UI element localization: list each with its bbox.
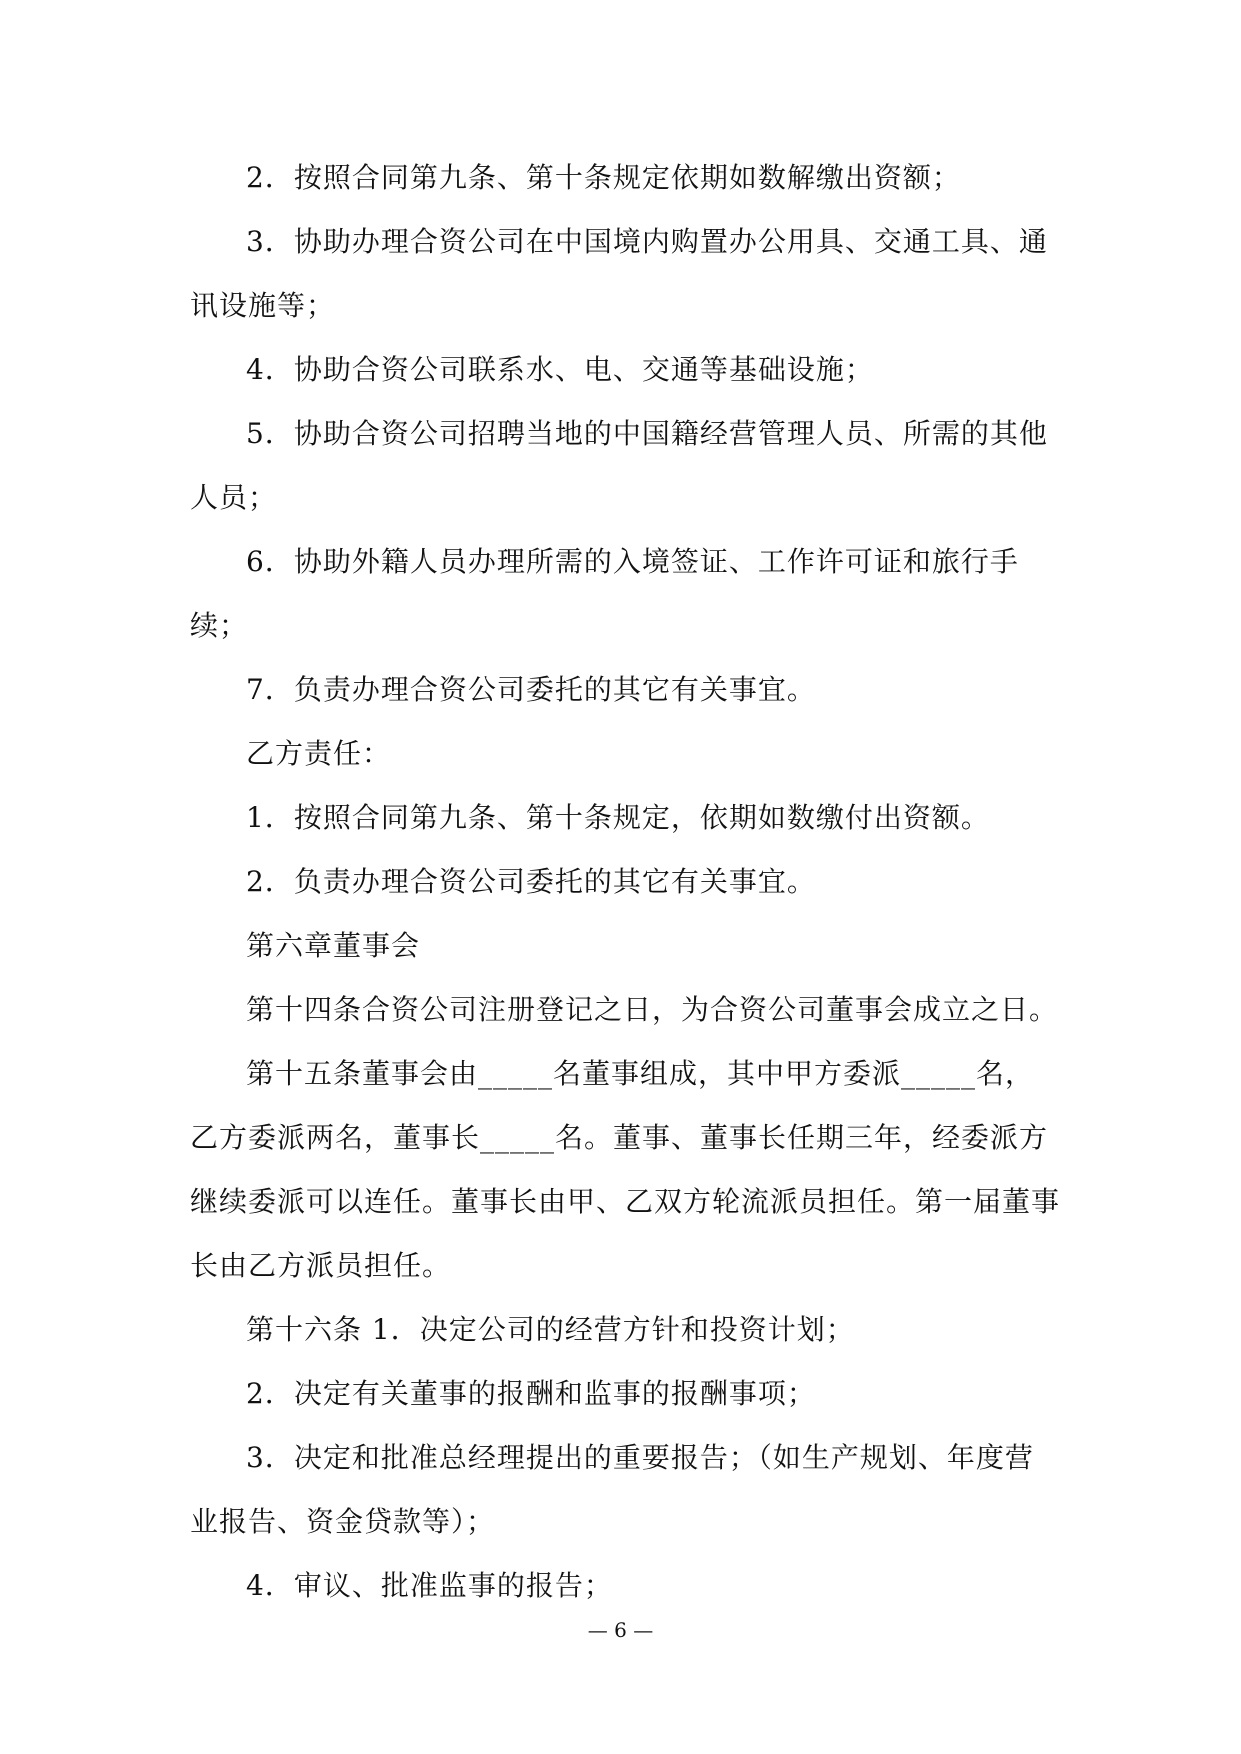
article-15: 第十五条董事会由_____名董事组成，其中甲方委派_____名，乙方委派两名，董事长_____名。董事、董事长任期三年，经委派方继续委派可以连任。董事长由甲、乙双方轮流派员担任。第一届董事长由乙方派员担任。 xyxy=(190,1057,1061,1282)
section-heading-party-b: 乙方责任： xyxy=(246,737,392,770)
paragraph-6: 7．负责办理合资公司委托的其它有关事宜。 xyxy=(246,673,816,706)
paragraph-1: 2．按照合同第九条、第十条规定依期如数解缴出资额； xyxy=(246,161,961,194)
paragraph-9: 2．负责办理合资公司委托的其它有关事宜。 xyxy=(246,865,816,898)
page-number: — 6 — xyxy=(587,1618,654,1642)
article-14: 第十四条合资公司注册登记之日，为合资公司董事会成立之日。 xyxy=(246,993,1059,1026)
paragraph-5: 6．协助外籍人员办理所需的入境签证、工作许可证和旅行手续； xyxy=(190,545,1019,642)
paragraph-16: 4．审议、批准监事的报告； xyxy=(246,1569,613,1602)
article-16: 第十六条 1．决定公司的经营方针和投资计划； xyxy=(246,1313,855,1346)
paragraph-8: 1．按照合同第九条、第十条规定，依期如数缴付出资额。 xyxy=(246,801,990,834)
paragraph-15: 3．决定和批准总经理提出的重要报告；（如生产规划、年度营业报告、资金贷款等）； xyxy=(190,1441,1034,1538)
paragraph-3: 4．协助合资公司联系水、电、交通等基础设施； xyxy=(246,353,874,386)
paragraph-2: 3．协助办理合资公司在中国境内购置办公用具、交通工具、通讯设施等； xyxy=(190,225,1048,322)
chapter-heading: 第六章董事会 xyxy=(246,929,421,962)
document-body xyxy=(190,146,1060,1618)
paragraph-4: 5．协助合资公司招聘当地的中国籍经营管理人员、所需的其他人员； xyxy=(190,417,1048,514)
paragraph-14: 2．决定有关董事的报酬和监事的报酬事项； xyxy=(246,1377,816,1410)
